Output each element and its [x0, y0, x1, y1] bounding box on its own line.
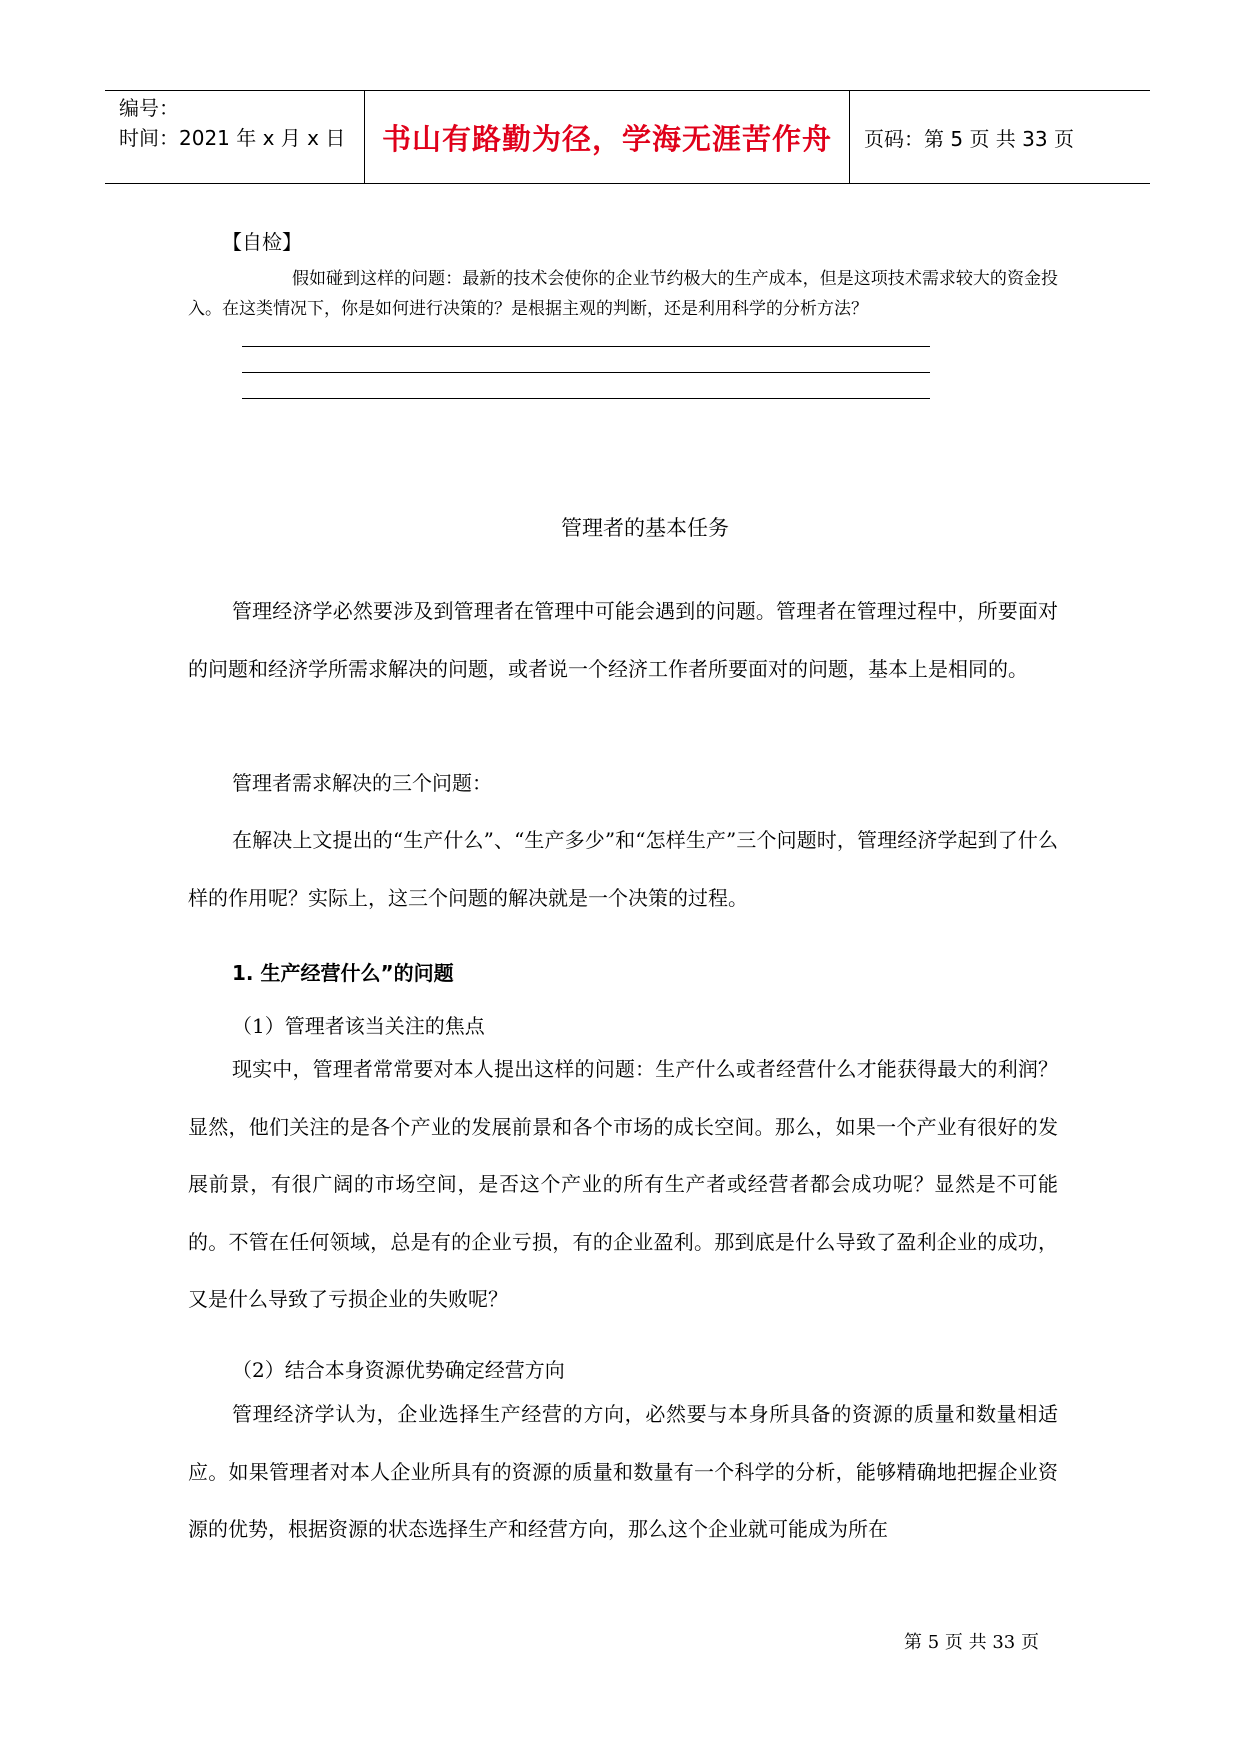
section-title: 管理者的基本任务: [561, 516, 729, 540]
paragraph-point-2: 管理经济学认为，企业选择生产经营的方向，必然要与本身所具备的资源的质量和数量相适应。如果管理者对本人企业所具有的资源的质量和数量有一个科学的分析，能够精确地把握企业资源的优势，根据资源的状态选择生产和经营方向，那么这个企业就可能成为所在: [188, 1402, 1058, 1541]
header-meta: [105, 91, 365, 183]
point-heading-2: （2）结合本身资源优势确定经营方向: [232, 1358, 565, 1382]
paragraph-three-problems: 管理者需求解决的三个问题：: [232, 771, 492, 795]
answer-line: [242, 372, 930, 373]
page-header: [105, 90, 1150, 184]
time-label: 时间：2021 年 x 月 x 日: [119, 126, 346, 150]
answer-line: [242, 398, 930, 399]
paragraph-point-1: 现实中，管理者常常要对本人提出这样的问题：生产什么或者经营什么才能获得最大的利润？显然，他们关注的是各个产业的发展前景和各个市场的成长空间。那么，如果一个产业有很好的发展前景，有很广阔的市场空间，是否这个产业的所有生产者或经营者都会成功呢？显然是不可能的。不管在任何领域，总是有的企业亏损，有的企业盈利。那到底是什么导致了盈利企业的成功，又是什么导致了亏损企业的失败呢？: [188, 1057, 1058, 1311]
self-check-title: 【自检】: [222, 230, 302, 254]
header-motto: 书山有路勤为径，学海无涯苦作舟: [365, 91, 850, 183]
point-heading-1: （1）管理者该当关注的焦点: [232, 1014, 485, 1038]
self-check-question: 假如碰到这样的问题：最新的技术会使你的企业节约极大的生产成本，但是这项技术需求较大的资金投入。在这类情况下，你是如何进行决策的？是根据主观的判断，还是利用科学的分析方法？: [188, 269, 1058, 319]
paragraph-decision-process: 在解决上文提出的“生产什么”、“生产多少”和“怎样生产”三个问题时，管理经济学起到了什么样的作用呢？实际上，这三个问题的解决就是一个决策的过程。: [188, 828, 1058, 910]
header-page-info: 页码：第 5 页 共 33 页: [864, 126, 1074, 151]
subsection-heading: 1. 生产经营什么”的问题: [232, 961, 454, 985]
paragraph-intro: 管理经济学必然要涉及到管理者在管理中可能会遇到的问题。管理者在管理过程中，所要面对的问题和经济学所需求解决的问题，或者说一个经济工作者所要面对的问题，基本上是相同的。: [188, 599, 1058, 681]
serial-number-label: 编号：: [119, 96, 179, 120]
answer-line: [242, 346, 930, 347]
page-footer: 第 5 页 共 33 页: [904, 1632, 1039, 1653]
